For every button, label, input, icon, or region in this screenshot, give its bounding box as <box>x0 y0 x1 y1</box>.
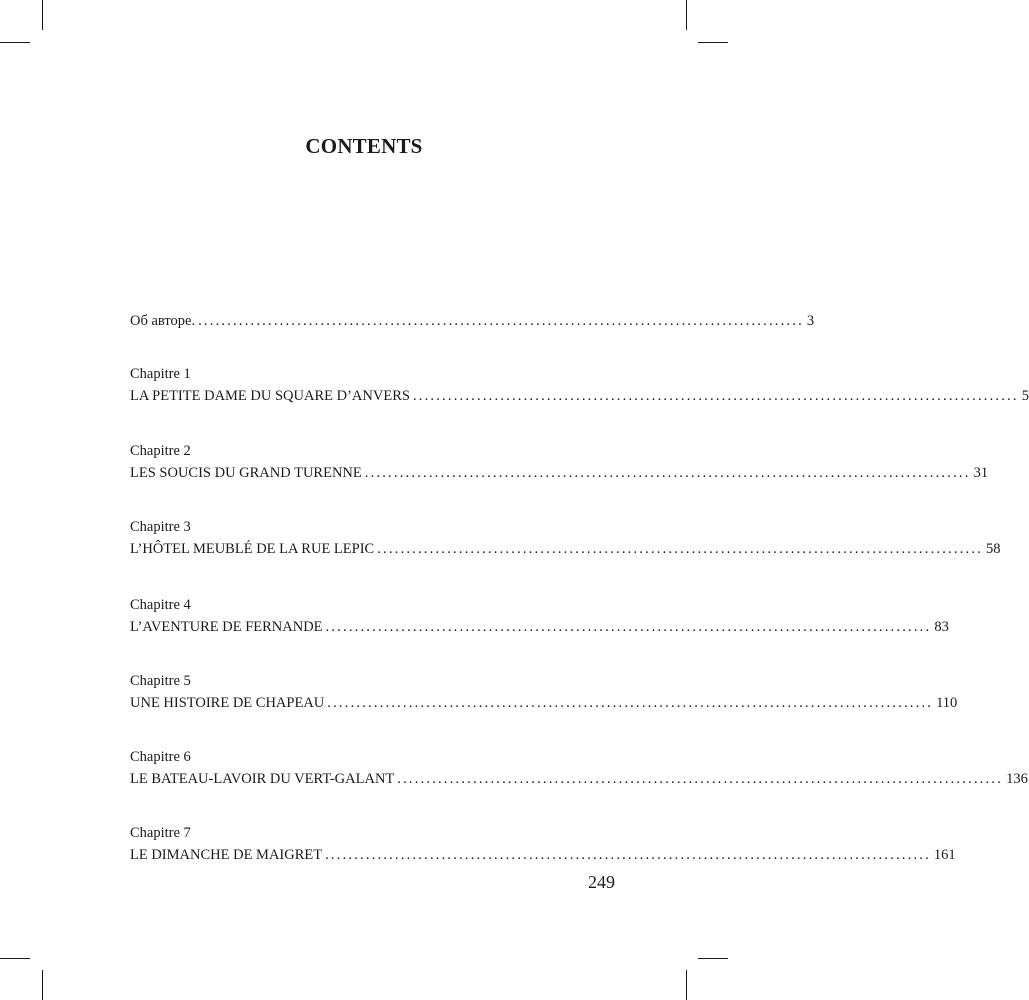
toc-chapter-6 <box>130 746 1028 790</box>
chapter-title: LA PETITE DAME DU SQUARE D’ANVERS <box>130 388 410 404</box>
chapter-number: Chapitre 3 <box>130 519 191 535</box>
chapter-title: L’AVENTURE DE FERNANDE <box>130 619 323 635</box>
toc-chapter-3 <box>130 516 1001 560</box>
toc-entry <box>130 844 956 866</box>
chapter-page: 136 <box>1006 771 1028 787</box>
chapter-title: L’HÔTEL MEUBLÉ DE LA RUE LEPIC <box>130 541 375 557</box>
dot-leader: ........................................................................................................ <box>397 771 1004 787</box>
toc-entry <box>130 538 1001 560</box>
toc-entry <box>130 692 958 714</box>
toc-chapter-7 <box>130 822 956 866</box>
toc-entry-page: 3 <box>806 313 815 329</box>
dot-leader: ........................................................................................................ <box>412 388 1019 404</box>
chapter-page: 5 <box>1021 388 1029 404</box>
chapter-page: 58 <box>986 541 1001 557</box>
chapter-number: Chapitre 4 <box>130 597 191 613</box>
dot-leader: ........................................................................................................ <box>325 847 931 863</box>
page-title: CONTENTS <box>305 134 423 158</box>
chapter-number: Chapitre 6 <box>130 749 191 765</box>
dot-leader: ........................................................................................................ <box>327 695 934 711</box>
dot-leader: ........................................................................................................ <box>377 541 984 557</box>
chapter-page: 161 <box>933 847 956 863</box>
chapter-page: 31 <box>973 465 989 481</box>
dot-leader: ........................................................................................................ <box>325 619 932 635</box>
crop-mark <box>0 958 30 959</box>
chapter-title: LE BATEAU-LAVOIR DU VERT-GALANT <box>130 771 395 787</box>
toc-entry <box>130 768 1028 790</box>
toc-chapter-5 <box>130 670 958 714</box>
page-number: 249 <box>588 872 615 892</box>
crop-mark <box>698 42 728 43</box>
chapter-page: 110 <box>936 695 958 711</box>
crop-mark <box>42 970 43 1000</box>
toc-chapter-2 <box>130 440 989 484</box>
crop-mark <box>698 958 728 959</box>
crop-mark <box>686 970 687 1000</box>
dot-leader: ........................................................................................................ <box>198 313 804 329</box>
toc-entry-about <box>130 310 815 332</box>
chapter-title: LES SOUCIS DU GRAND TURENNE <box>130 465 362 481</box>
toc-entry-label: Об авторе. <box>130 313 196 329</box>
chapter-page: 83 <box>934 619 949 635</box>
dot-leader: ........................................................................................................ <box>364 465 971 481</box>
crop-mark <box>42 0 43 30</box>
toc-entry <box>130 462 989 484</box>
toc-chapter-1 <box>130 363 1029 407</box>
toc-entry <box>130 616 949 638</box>
chapter-number: Chapitre 5 <box>130 673 191 689</box>
toc-entry <box>130 385 1029 407</box>
chapter-number: Chapitre 2 <box>130 443 191 459</box>
toc-chapter-4 <box>130 594 949 638</box>
chapter-number: Chapitre 1 <box>130 366 191 382</box>
chapter-title: UNE HISTOIRE DE CHAPEAU <box>130 695 325 711</box>
crop-mark <box>0 42 30 43</box>
chapter-number: Chapitre 7 <box>130 825 191 841</box>
crop-mark <box>686 0 687 30</box>
chapter-title: LE DIMANCHE DE MAIGRET <box>130 847 323 863</box>
